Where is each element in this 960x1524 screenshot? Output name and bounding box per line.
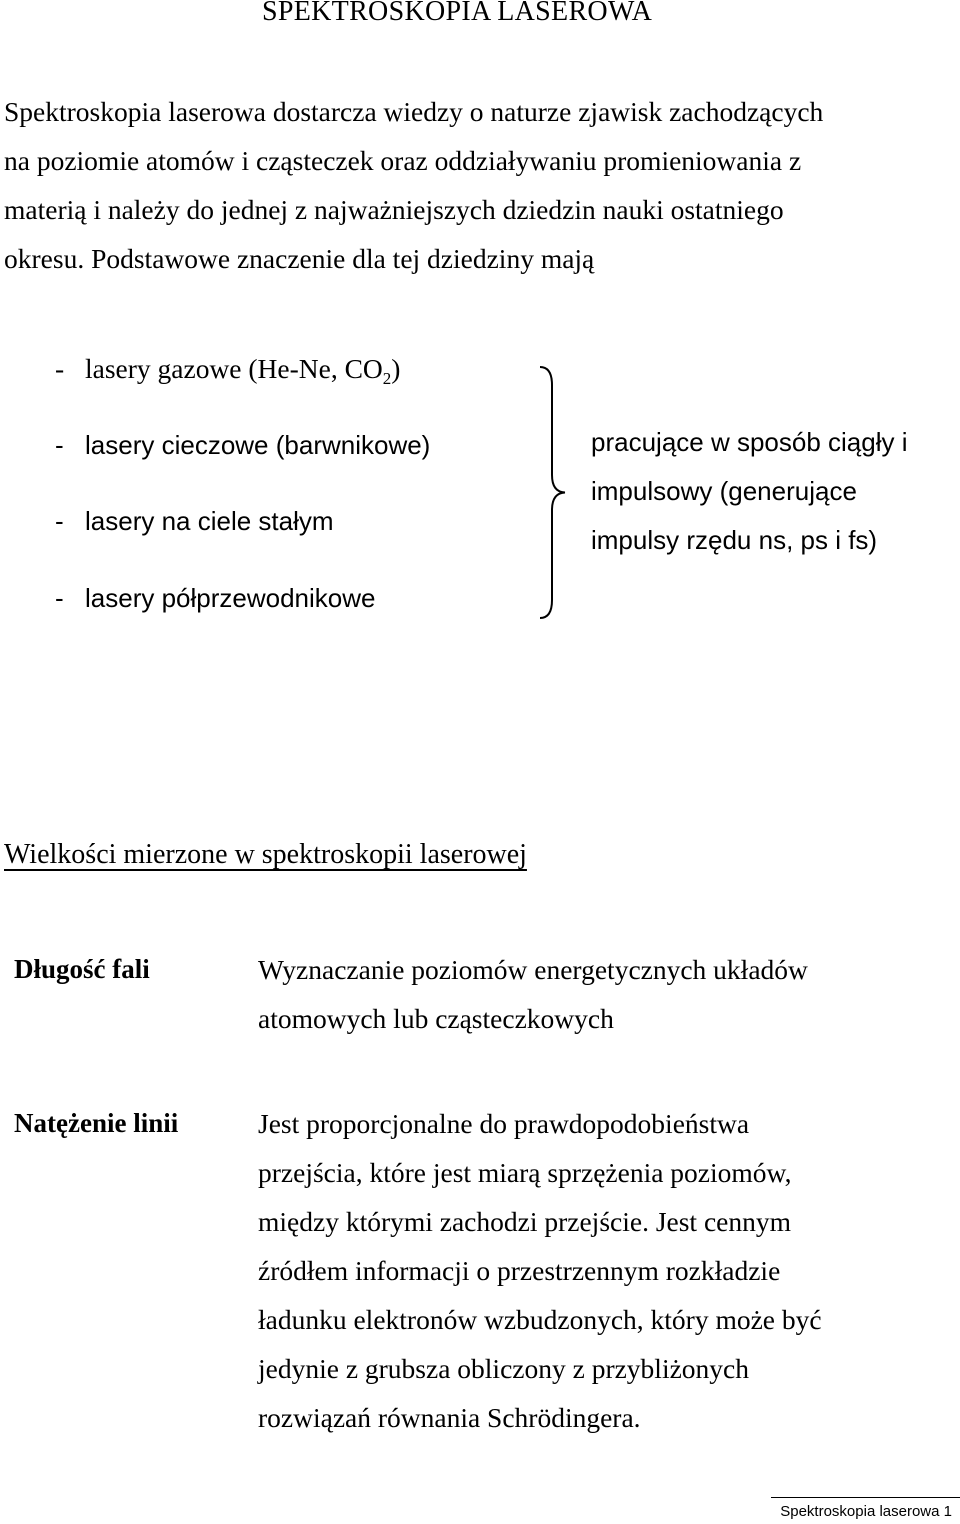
laser-item-text: lasery cieczowe (barwnikowe) bbox=[85, 430, 431, 460]
footer-rule bbox=[771, 1497, 960, 1498]
section-heading: Wielkości mierzone w spektroskopii laserowej bbox=[4, 839, 527, 870]
brace-note-line: impulsowy (generujące bbox=[591, 476, 857, 506]
desc-line: jedynie z grubsza obliczony z przybliżonych bbox=[258, 1353, 749, 1384]
desc-line: atomowych lub cząsteczkowych bbox=[258, 1003, 614, 1034]
intro-line: Spektroskopia laserowa dostarcza wiedzy o naturze zjawisk zachodzących bbox=[4, 96, 824, 127]
laser-item-text: lasery półprzewodnikowe bbox=[85, 583, 376, 613]
desc-line: ładunku elektronów wzbudzonych, który może być bbox=[258, 1304, 822, 1335]
bullet-dash: - bbox=[55, 583, 64, 613]
laser-item-text: lasery gazowe (He-Ne, CO bbox=[85, 353, 383, 384]
curly-brace bbox=[538, 365, 566, 620]
intro-line: na poziomie atomów i cząsteczek oraz oddziaływaniu promieniowania z bbox=[4, 145, 802, 176]
bullet-dash: - bbox=[55, 506, 64, 536]
desc-line: Wyznaczanie poziomów energetycznych układów bbox=[258, 954, 808, 985]
subscript: 2 bbox=[382, 369, 392, 388]
laser-item-text: lasery na ciele stałym bbox=[85, 506, 334, 536]
bullet-dash: - bbox=[55, 353, 65, 384]
brace-note-line: pracujące w sposób ciągły i bbox=[591, 427, 908, 457]
desc-line: Jest proporcjonalne do prawdopodobieństwa bbox=[258, 1108, 750, 1139]
intro-line: materią i należy do jednej z najważniejszych dziedzin nauki ostatniego bbox=[4, 194, 784, 225]
brace-note-line: impulsy rzędu ns, ps i fs) bbox=[591, 525, 878, 555]
desc-line: między którymi zachodzi przejście. Jest cennym bbox=[258, 1206, 792, 1237]
laser-list-item bbox=[55, 583, 375, 614]
bullet-dash: - bbox=[55, 430, 64, 460]
desc-line: przejścia, które jest miarą sprzężenia poziomów, bbox=[258, 1157, 792, 1188]
desc-line: rozwiązań równania Schrödingera. bbox=[258, 1402, 641, 1433]
laser-list-item bbox=[55, 353, 400, 389]
page-title: SPEKTROSKOPIA LASEROWA bbox=[262, 0, 653, 27]
laser-list-item bbox=[55, 506, 334, 537]
laser-item-tail: ) bbox=[391, 353, 401, 384]
intro-line: okresu. Podstawowe znaczenie dla tej dziedziny mają bbox=[4, 243, 595, 274]
page-footer: Spektroskopia laserowa 1 bbox=[780, 1503, 952, 1520]
laser-list-item bbox=[55, 430, 430, 461]
term-line-intensity: Natężenie linii bbox=[14, 1108, 179, 1138]
desc-line: źródłem informacji o przestrzennym rozkładzie bbox=[258, 1255, 781, 1286]
term-wavelength: Długość fali bbox=[14, 954, 150, 984]
